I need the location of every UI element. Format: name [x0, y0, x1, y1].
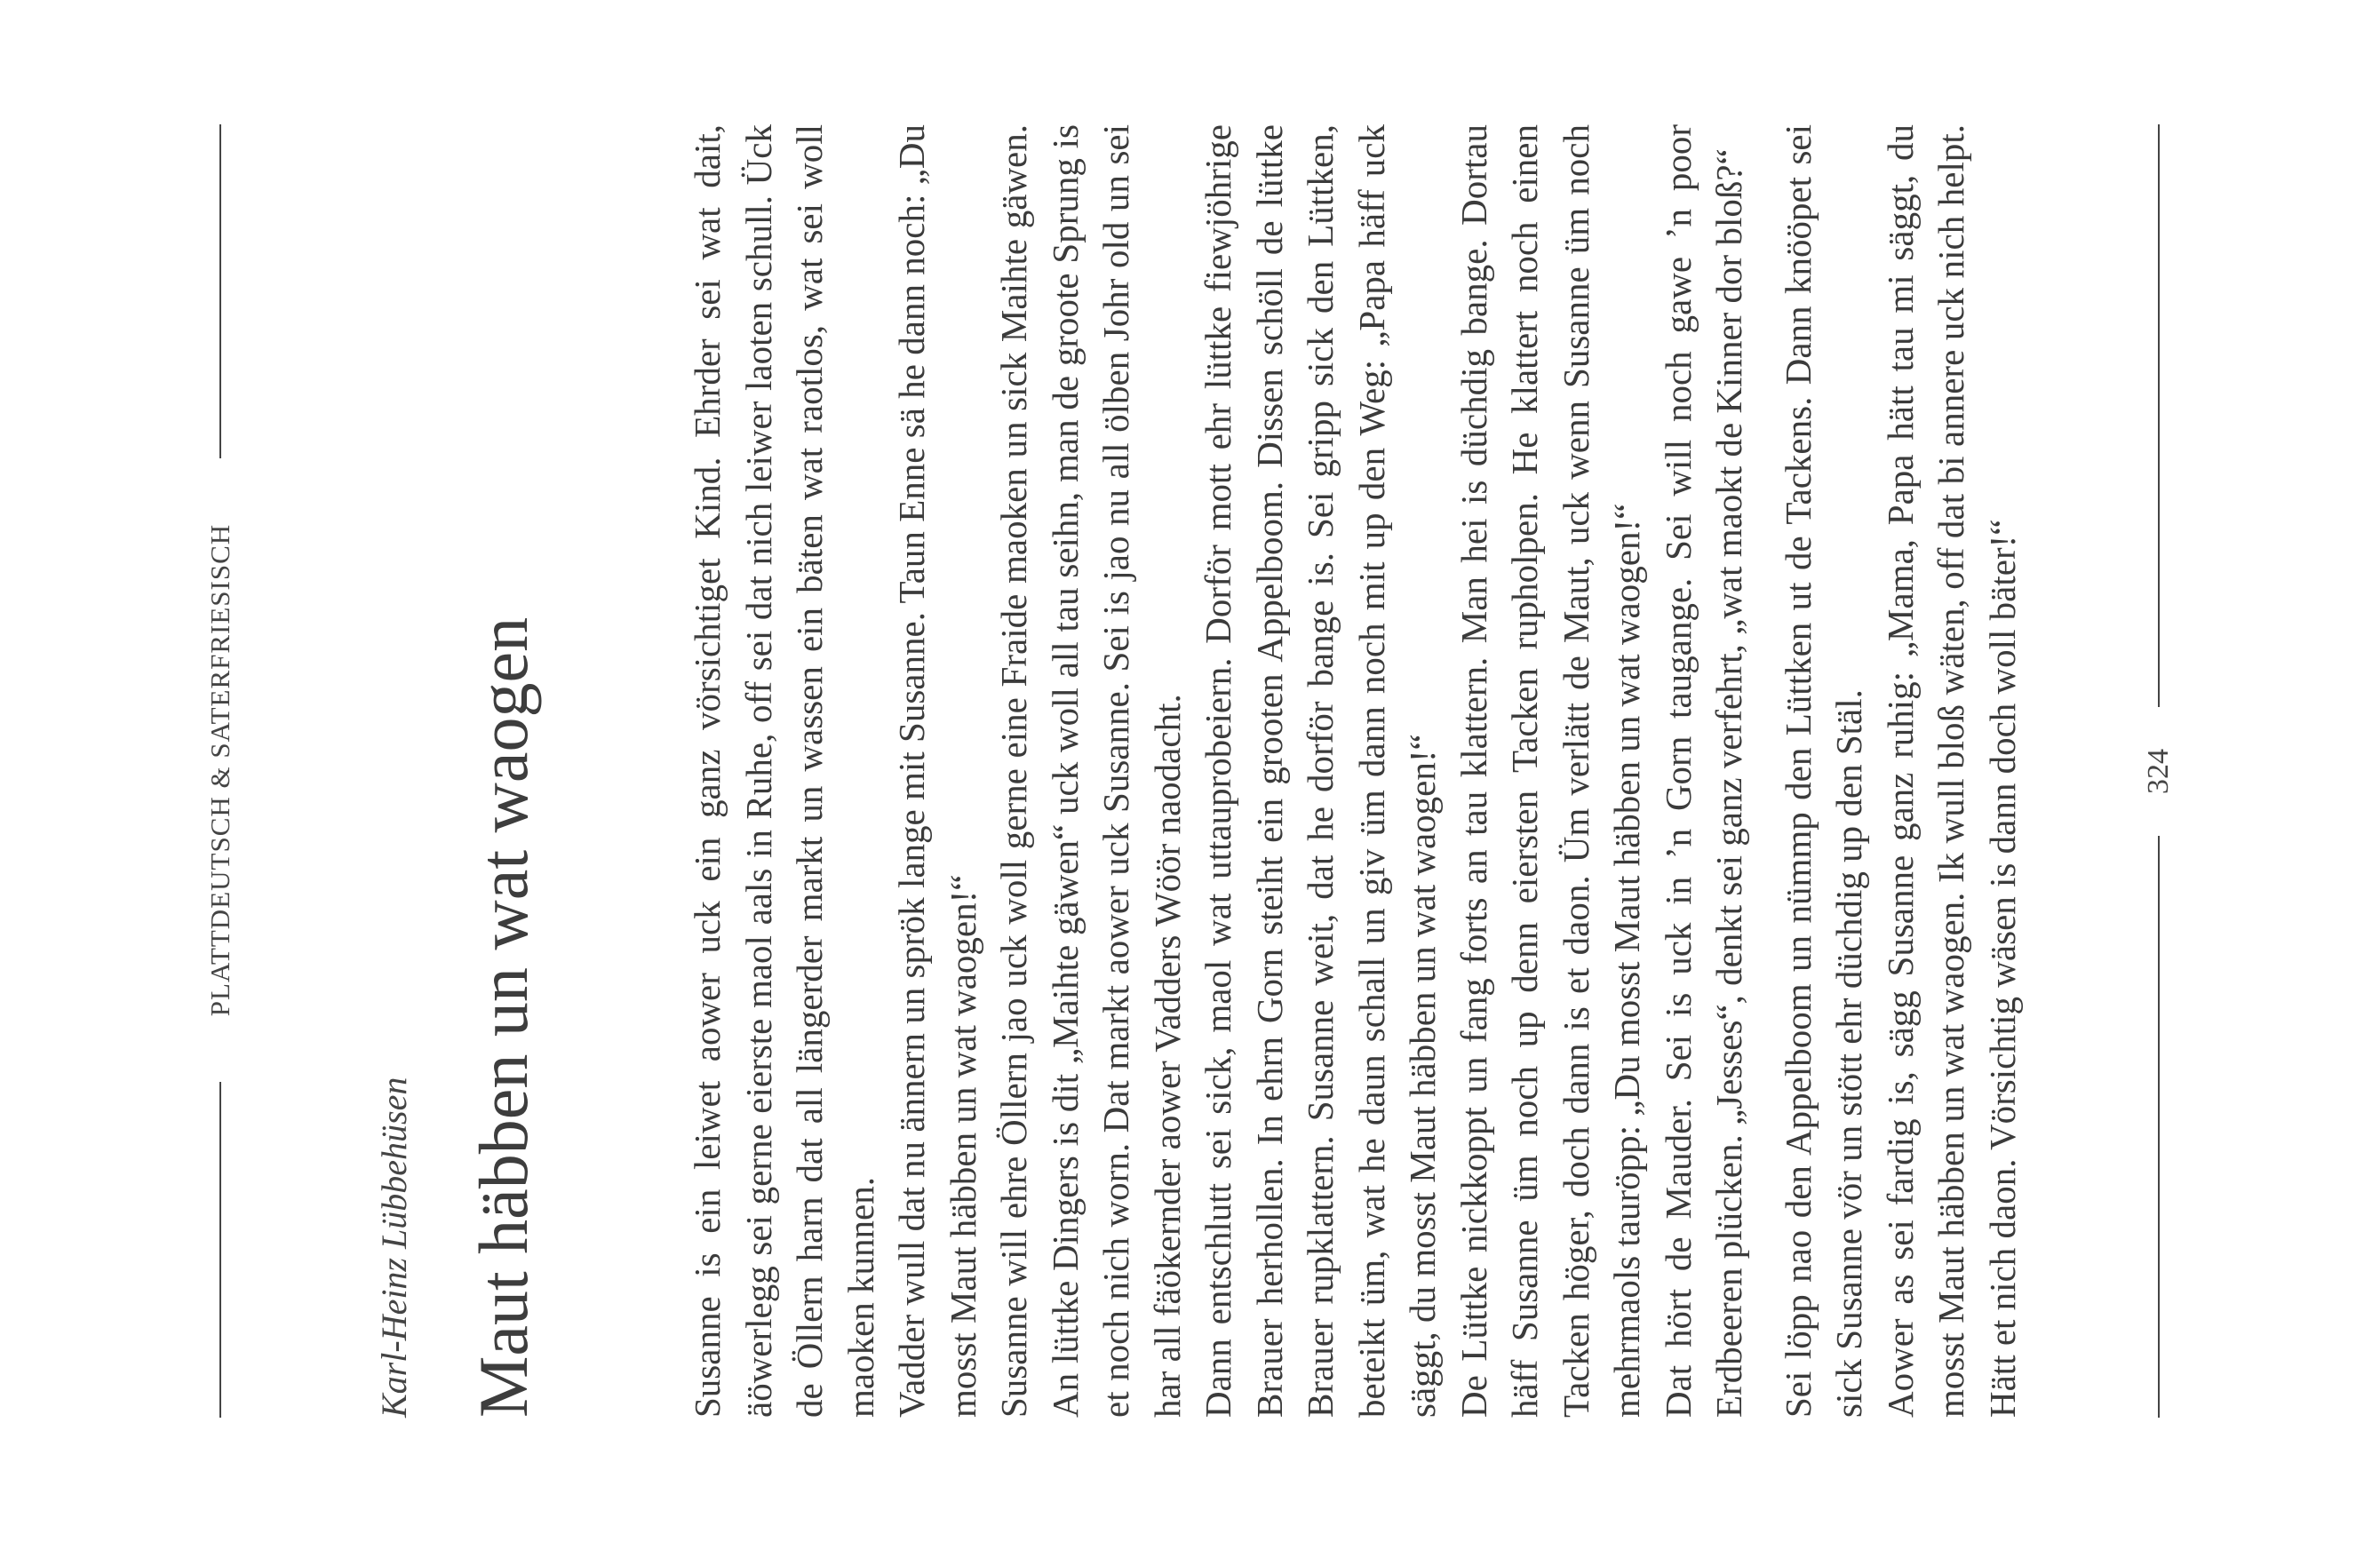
story-title: Maut häbben un wat waogen [465, 616, 542, 1418]
paragraph: Sei löpp nao den Appelboom un nümmp den Lüttken ut de Tackens. Dann knööpet sei sick Susanne vör un stött ehr düchdig up den Stäl. [1777, 124, 1869, 1418]
paragraph: De Lüttke nickkoppt un fang forts an tau klattern. Man hei is düchdig bange. Dortau häff Susanne üm noch up denn eiersten Tacken rupholpen. He klattert noch einen Tacken höger, doch dann is et daon. Üm verlätt de Maut, uck wenn Susanne üm noch mehrmaols tauröpp: „Du mosst Maut häbben un wat waogen!“ [1453, 124, 1647, 1418]
paragraph: Susanne is ein leiwet aower uck ein ganz vörsichtiget Kind. Ehrder sei wat dait, äöwerlegg sei gerne eierste maol aals in Ruhe, off sei dat nich leiwer laoten schull. Ück de Öllern harn dat all längerder markt un wassen ein bäten wat raotlos, wat sei woll maoken kunnen. [687, 124, 881, 1418]
running-head-rule-left [219, 1082, 221, 1418]
page-number: 324 [2142, 749, 2175, 794]
author-name: Karl-Heinz Lübbehüsen [374, 1077, 414, 1418]
paragraph: Susanne will ehre Öllern jao uck woll gerne eine Fraide maoken un sick Maihte gäwen. An lüttke Dingers is dit „Maihte gäwen“ uck woll all tau seihn, man de groote Sprung is et noch nich worn. Dat markt aower uck Susanne. Sei is jao nu all ölben Johr old un sei har all fäökernder aower Vadders Wöör naodacht. [993, 124, 1188, 1418]
footer-rule-left [2158, 836, 2160, 1418]
page-footer [2132, 124, 2185, 1418]
running-head-rule-right [219, 124, 221, 458]
running-head-label: PLATTDEUTSCH & SATERFRIESISCH [204, 523, 235, 1017]
paragraph: Vadder wull dat nu ännern un sprök lange mit Susanne. Taun Enne sä he dann noch: „Du mosst Maut häbben un wat waogen!“ [891, 124, 983, 1418]
running-head [203, 124, 238, 1418]
paragraph: Dann entschlutt sei sick, maol wat uttauprobeiern. Dorför mott ehr lüttke fiewjöhrige Brauer herhollen. In ehrn Gorn steiht ein grooten Appelboom. Dissen schöll de lüttke Brauer rupklattern. Susanne weit, dat he dorför bange is. Sei gripp sick den Lüttken, beteikt üm, wat he daun schall un giv üm dann noch mit up den Weg: „Papa häff uck säggt, du mosst Maut häbben un wat waogen!“ [1198, 124, 1443, 1418]
footer-rule-right [2158, 124, 2160, 707]
story-body [682, 124, 2028, 1418]
paragraph: Aower as sei fardig is, sägg Susanne ganz ruhig: „Mama, Papa hätt tau mi säggt, du mosst Maut häbben un wat waogen. Ik wull bloß wäten, off dat bi annere uck nich helpt. Hätt et nich daon. Vörsichtig wäsen is dann doch woll bäter!“ [1879, 124, 2023, 1418]
paragraph: Dat hört de Mauder. Sei is uck in ’n Gorn taugange. Sei will noch gawe ’n poor Erdbeeren plücken. „Jesses“, denkt sei ganz verfehrt, „wat maokt de Kinner dor bloß?“ [1657, 124, 1749, 1418]
